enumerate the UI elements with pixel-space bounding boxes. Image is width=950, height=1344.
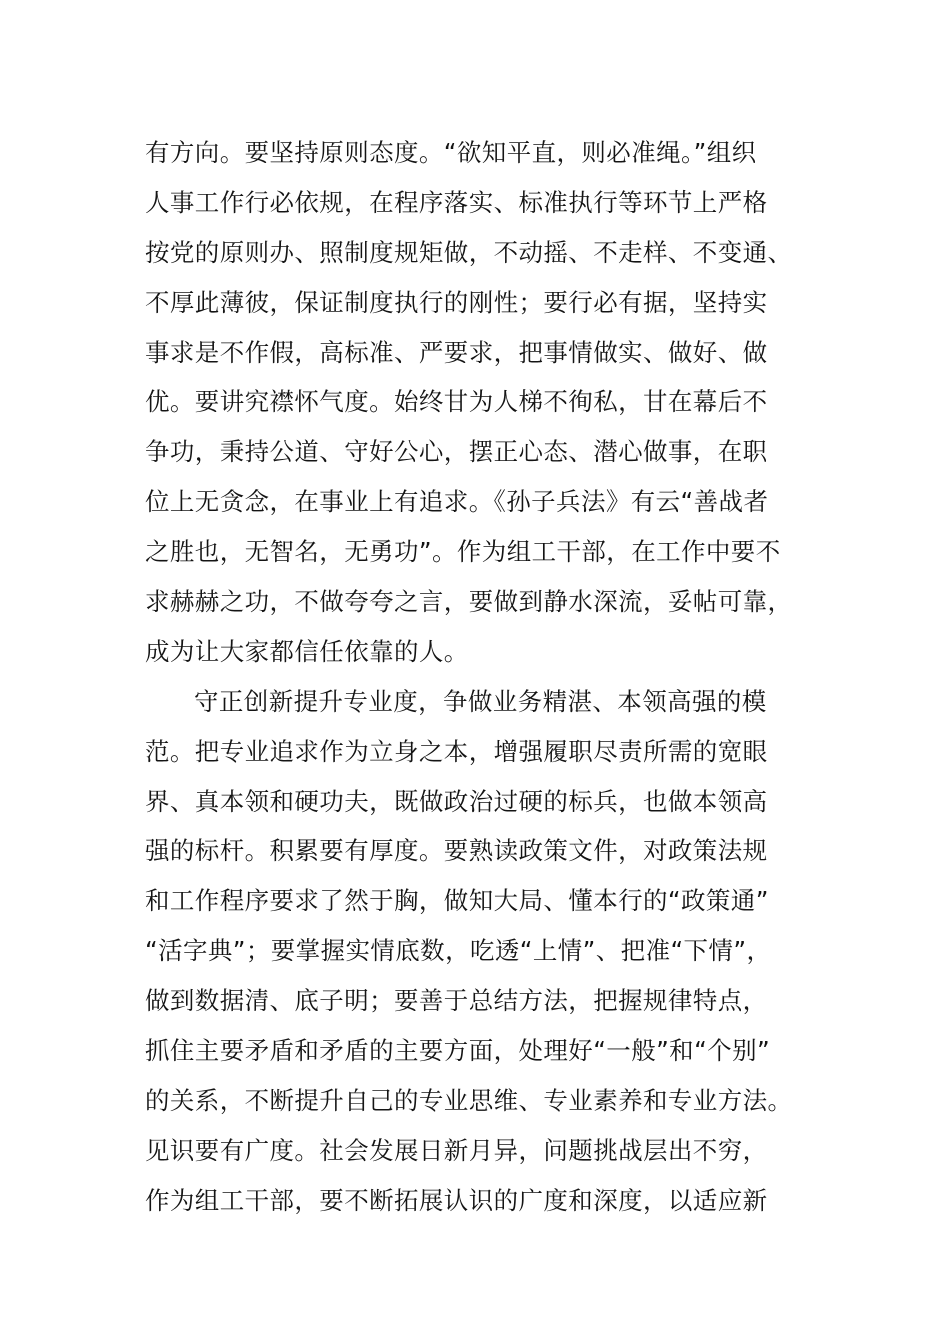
- text-line: 之胜也，无智名，无勇功”。作为组工干部，在工作中要不: [145, 537, 781, 567]
- text-line: 求赫赫之功，不做夸夸之言，要做到静水深流，妥帖可靠，: [145, 587, 793, 617]
- text-line: 成为让大家都信任依靠的人。: [145, 636, 469, 666]
- text-line: 人事工作行必依规，在程序落实、标准执行等环节上严格: [145, 187, 768, 217]
- text-line: 和工作程序要求了然于胸，做知大局、懂本行的“政策通”: [145, 886, 769, 916]
- text-line: 作为组工干部，要不断拓展认识的广度和深度，以适应新: [145, 1185, 768, 1215]
- text-line: 做到数据清、底子明；要善于总结方法，把握规律特点，: [145, 986, 768, 1016]
- paragraph-start-line: 守正创新提升专业度，争做业务精湛、本领高强的模: [194, 686, 767, 716]
- text-line: 的关系，不断提升自己的专业思维、专业素养和专业方法。: [145, 1085, 793, 1115]
- text-line: “活字典”；要掌握实情底数，吃透“上情”、把准“下情”，: [145, 936, 772, 966]
- text-line: 界、真本领和硬功夫，既做政治过硬的标兵，也做本领高: [145, 786, 768, 816]
- text-line: 优。要讲究襟怀气度。始终甘为人梯不徇私，甘在幕后不: [145, 387, 768, 417]
- text-line: 争功，秉持公道、守好公心，摆正心态、潜心做事，在职: [145, 437, 768, 467]
- text-line: 见识要有广度。社会发展日新月异，问题挑战层出不穷，: [145, 1135, 768, 1165]
- text-line: 强的标杆。积累要有厚度。要熟读政策文件，对政策法规: [145, 836, 768, 866]
- text-line: 按党的原则办、照制度规矩做，不动摇、不走样、不变通、: [145, 237, 793, 267]
- text-line: 不厚此薄彼，保证制度执行的刚性；要行必有据，坚持实: [145, 287, 768, 317]
- text-line: 有方向。要坚持原则态度。“欲知平直，则必准绳。”组织: [145, 138, 757, 167]
- body-text: [145, 128, 825, 1226]
- text-line: 位上无贪念，在事业上有追求。《孙子兵法》有云“善战者: [145, 487, 769, 517]
- text-line: 事求是不作假，高标准、严要求，把事情做实、做好、做: [145, 337, 768, 367]
- text-line: 范。把专业追求作为立身之本，增强履职尽责所需的宽眼: [145, 736, 768, 766]
- text-line: 抓住主要矛盾和矛盾的主要方面，处理好“一般”和“个别”: [145, 1036, 771, 1066]
